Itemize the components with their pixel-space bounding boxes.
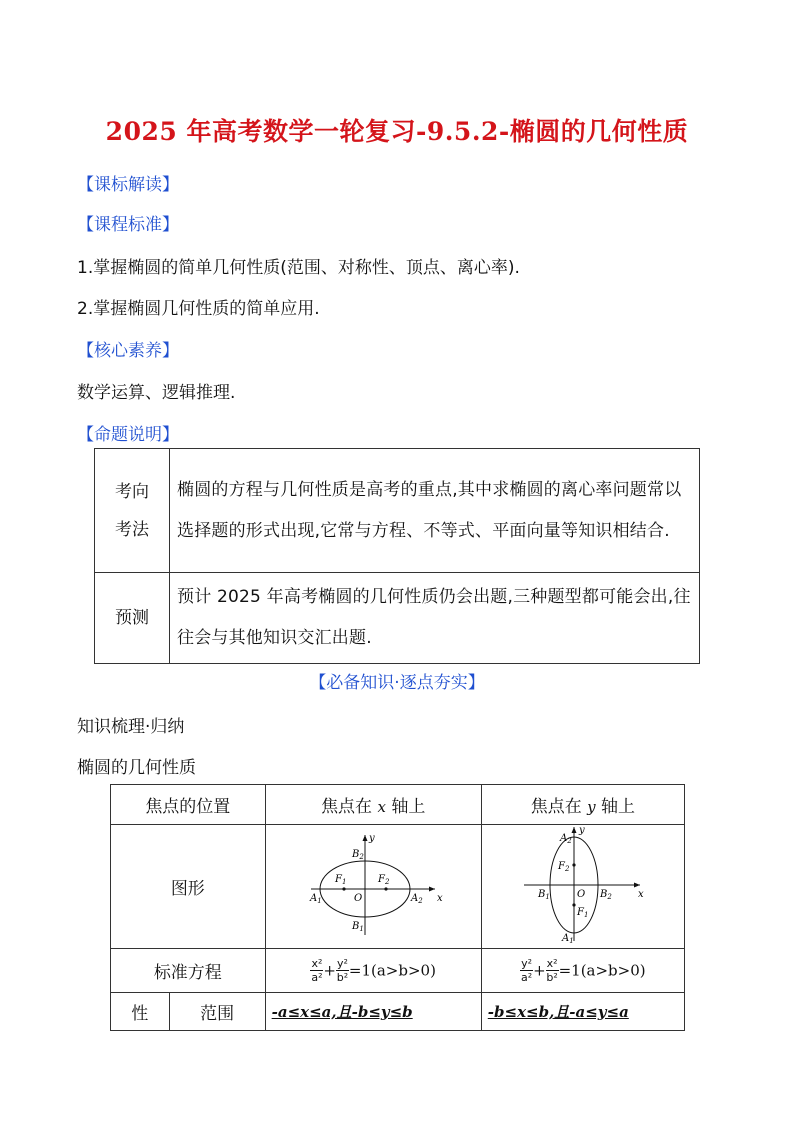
focus-f1-label: $F_1$	[335, 874, 347, 886]
eq1-rest: =1(a>b>0)	[348, 961, 436, 980]
axis-x-label-2: x	[637, 889, 644, 900]
vertex-b2-label-2: $B_2$	[599, 889, 612, 901]
eq1-frac2: $\frac{\text{y²}}{\text{b²}}$	[336, 957, 349, 984]
eq2-rest: =1(a>b>0)	[558, 961, 646, 980]
focus-f1-label-2: $F_1$	[576, 907, 589, 919]
vertex-a2-label: $A_2$	[411, 893, 423, 905]
section-mingti-shuoming: 【命题说明】	[77, 425, 179, 445]
range-x-answer: -a≤x≤a,且-b≤y≤b	[271, 1003, 413, 1021]
vertex-a1-label-2: $A_1$	[561, 933, 574, 943]
focus-f2-label-2: $F_2$	[557, 861, 570, 873]
ellipse-x-figure	[303, 829, 443, 939]
header-focus-x-suffix: 轴上	[391, 797, 426, 817]
ellipse-property-table	[110, 784, 685, 1031]
header-focus-y-prefix: 焦点在	[530, 797, 582, 817]
header-focus-x-var: x	[377, 798, 386, 816]
graph-x-ellipse	[265, 825, 481, 949]
focus-f2-label: $F_2$	[378, 874, 390, 886]
exam-table	[94, 448, 700, 664]
vertex-b2-label: $B_2$	[352, 849, 365, 861]
section-kecheng-biaozhun: 【课程标准】	[77, 215, 179, 235]
vertex-b1-label: $B_1$	[352, 921, 365, 933]
range-x	[265, 993, 481, 1031]
exam-table-label-1	[95, 449, 170, 573]
exam-table-label-2: 预测	[95, 573, 170, 664]
exam-table-text-1: 椭圆的方程与几何性质是高考的重点,其中求椭圆的离心率问题常以选择题的形式出现,它常与方程、不等式、平面向量等知识相结合.	[170, 449, 700, 573]
page-title: 2025 年高考数学一轮复习-9.5.2-椭圆的几何性质	[105, 117, 689, 146]
row-equation-label: 标准方程	[111, 949, 266, 993]
knowledge-header: 【必备知识·逐点夯实】	[309, 673, 485, 693]
axis-y-label-2: y	[578, 825, 585, 836]
header-focus-y-var: y	[587, 798, 596, 816]
label-kaofa: 考法	[115, 519, 149, 540]
vertex-b1-label-2: $B_1$	[537, 889, 550, 901]
axis-x-label: x	[437, 893, 443, 904]
origin-label: O	[354, 893, 363, 904]
range-y-answer: -b≤x≤b,且-a≤y≤a	[487, 1003, 629, 1021]
ellipse-y-figure	[518, 825, 648, 943]
row-graph-label: 图形	[111, 825, 266, 949]
equation-x: $\frac{\text{x²}}{\text{a²}}$ + $\frac{\text{y²}}{\text{b²}}$ =1(a>b>0)	[265, 949, 481, 993]
eq2-frac1: $\frac{\text{y²}}{\text{a²}}$	[521, 957, 533, 984]
vertex-a2-label-2: $A_2$	[559, 833, 572, 845]
row-range-label: 范围	[169, 993, 265, 1031]
eq1-frac1: $\frac{\text{x²}}{\text{a²}}$	[311, 957, 323, 984]
range-y	[481, 993, 684, 1031]
standard-item-2: 2.掌握椭圆几何性质的简单应用.	[77, 299, 320, 319]
vertex-a1-label: $A_1$	[310, 893, 322, 905]
graph-y-ellipse	[481, 825, 684, 949]
knowledge-sub1: 知识梳理·归纳	[77, 717, 185, 737]
eq2-frac2: $\frac{\text{x²}}{\text{b²}}$	[546, 957, 558, 984]
origin-label-2: O	[576, 889, 586, 900]
row-property-label: 性	[111, 993, 170, 1031]
header-focus-x	[265, 785, 481, 825]
knowledge-sub2: 椭圆的几何性质	[77, 758, 196, 778]
header-focus-position: 焦点的位置	[111, 785, 266, 825]
axis-y-label: y	[369, 833, 375, 844]
header-focus-x-prefix: 焦点在	[321, 797, 373, 817]
standard-item-1: 1.掌握椭圆的简单几何性质(范围、对称性、顶点、离心率).	[77, 258, 520, 278]
header-focus-y-suffix: 轴上	[601, 797, 636, 817]
label-kaoxiang: 考向	[115, 481, 149, 502]
header-focus-y	[481, 785, 684, 825]
equation-y: $\frac{\text{y²}}{\text{a²}}$ + $\frac{\text{x²}}{\text{b²}}$ =1(a>b>0)	[481, 949, 684, 993]
section-kebiao-jiedu: 【课标解读】	[77, 175, 179, 195]
exam-table-text-2: 预计 2025 年高考椭圆的几何性质仍会出题,三种题型都可能会出,往往会与其他知识交汇出题.	[170, 573, 700, 664]
suyang-text: 数学运算、逻辑推理.	[77, 383, 236, 403]
section-hexin-suyang: 【核心素养】	[77, 341, 179, 361]
